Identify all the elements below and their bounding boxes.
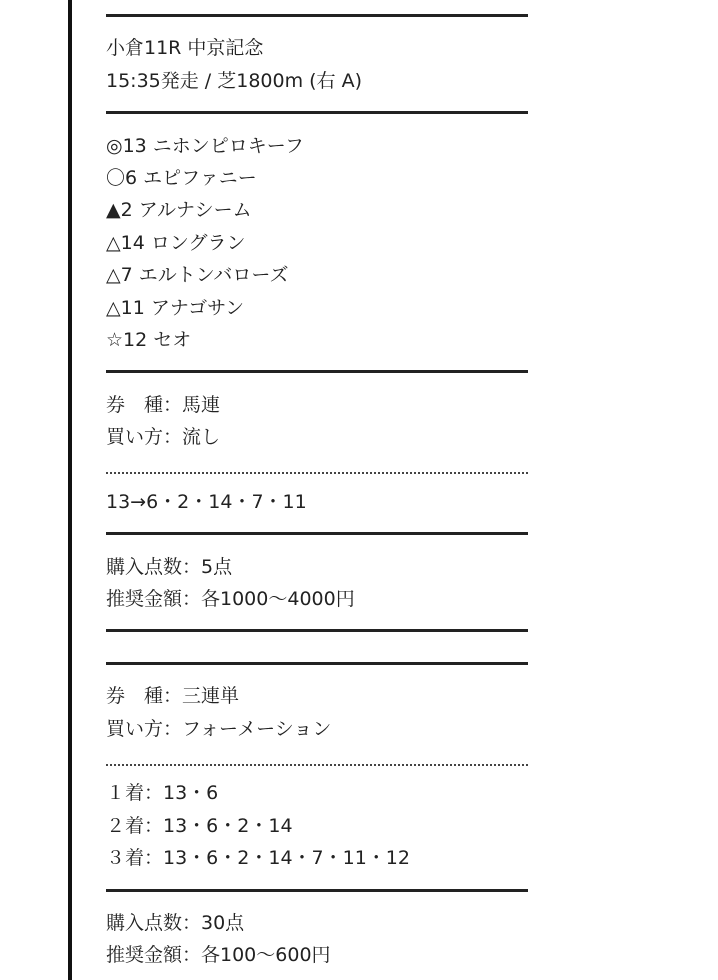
divider-rule <box>106 518 528 550</box>
prediction-item: △11 アナゴサン <box>106 296 245 319</box>
bet-method: 買い方：流し <box>106 426 221 449</box>
content-column <box>106 0 528 972</box>
left-border <box>68 0 72 980</box>
divider-rule <box>106 875 528 907</box>
race-name: 小倉11R 中京記念 <box>106 37 264 60</box>
divider-rule <box>106 356 528 388</box>
bet-section-sanrentan <box>106 680 528 972</box>
prediction-item: △7 エルトンバローズ <box>106 264 289 287</box>
bet-second-place: ２着：13・6・2・14 <box>106 814 293 837</box>
prediction-item: ☆12 セオ <box>106 328 192 351</box>
prediction-item: △14 ロングラン <box>106 231 246 254</box>
bet-points: 購入点数：5点 <box>106 555 233 578</box>
bet-section-umaren <box>106 389 528 616</box>
bet-type: 券 種：馬連 <box>106 393 221 416</box>
dotted-divider <box>106 745 528 777</box>
prediction-item: ▲2 アルナシーム <box>106 199 252 222</box>
bet-type: 券 種：三連単 <box>106 685 240 708</box>
divider-rule <box>106 615 528 647</box>
bet-amount: 推奨金額：各100〜600円 <box>106 944 331 967</box>
divider-rule <box>106 0 528 32</box>
bet-amount: 推奨金額：各1000〜4000円 <box>106 588 355 611</box>
prediction-list <box>106 130 528 357</box>
bet-points: 購入点数：30点 <box>106 911 245 934</box>
bet-first-place: １着：13・6 <box>106 782 219 805</box>
bet-combination: 13→6・2・14・7・11 <box>106 490 307 513</box>
dotted-divider <box>106 453 528 485</box>
race-details: 15:35発走 / 芝1800m (右 A) <box>106 69 362 92</box>
divider-rule <box>106 648 528 680</box>
bet-method: 買い方：フォーメーション <box>106 717 332 740</box>
divider-rule <box>106 97 528 129</box>
prediction-item: ◎13 ニホンピロキーフ <box>106 134 304 157</box>
prediction-item: 〇6 エピファニー <box>106 166 257 189</box>
bet-third-place: ３着：13・6・2・14・7・11・12 <box>106 847 410 870</box>
